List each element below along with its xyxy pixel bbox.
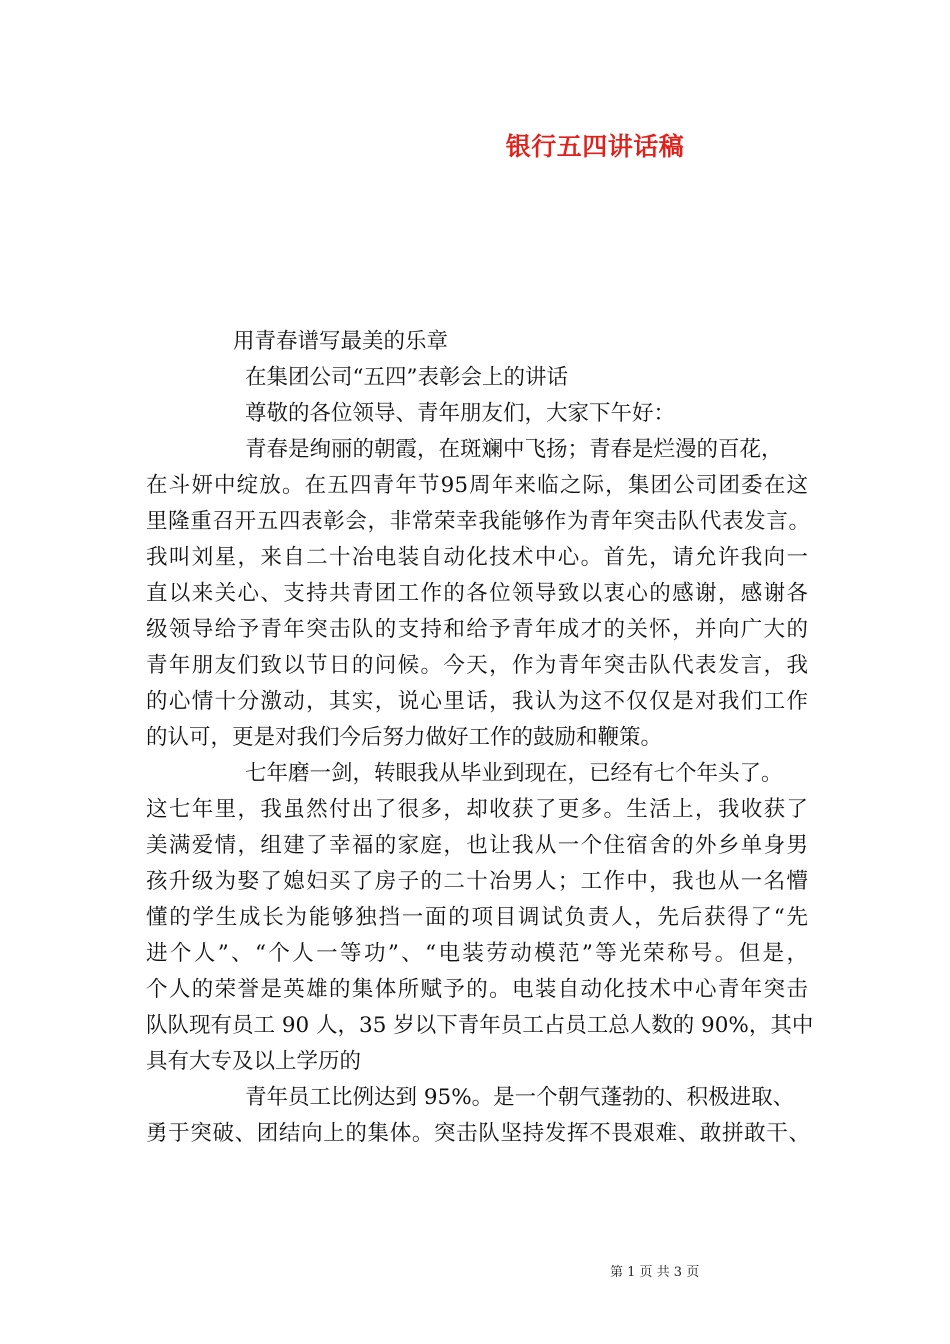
text-line: 直以来关心、支持共青团工作的各位领导致以衷心的感谢，感谢各 (146, 581, 808, 606)
text-line: 青年员工比例达到 95%。是一个朝气蓬勃的、积极进取、 (245, 1085, 795, 1110)
text-line: 青年朋友们致以节日的问候。今天，作为青年突击队代表发言，我 (146, 653, 808, 678)
text-line: 级领导给予青年突击队的支持和给予青年成才的关怀，并向广大的 (146, 617, 808, 642)
text-line: 七年磨一剑，转眼我从毕业到现在，已经有七个年头了。 (245, 761, 783, 786)
page-title: 银行五四讲话稿 (505, 132, 685, 161)
text-line: 队队现有员工 90 人，35 岁以下青年员工占员工总人数的 90%，其中 (146, 1013, 814, 1038)
text-line: 的认可，更是对我们今后努力做好工作的鼓励和鞭策。 (146, 725, 663, 750)
text-line: 的心情十分激动，其实，说心里话，我认为这不仅仅是对我们工作 (146, 689, 808, 714)
page-footer: 第 1 页 共 3 页 (610, 1265, 700, 1280)
text-line: 进个人”、“个人一等功”、“电装劳动模范”等光荣称号。但是， (146, 941, 808, 966)
text-line: 用青春谱写最美的乐章 (233, 329, 449, 354)
text-line: 孩升级为娶了媳妇买了房子的二十冶男人；工作中，我也从一名懵 (146, 869, 808, 894)
text-line: 我叫刘星，来自二十冶电装自动化技术中心。首先，请允许我向一 (146, 545, 808, 570)
text-line: 懂的学生成长为能够独挡一面的项目调试负责人，先后获得了“先 (146, 905, 808, 930)
text-line: 这七年里，我虽然付出了很多，却收获了更多。生活上，我收获了 (146, 797, 808, 822)
text-line: 勇于突破、团结向上的集体。突击队坚持发挥不畏艰难、敢拼敢干、 (146, 1121, 810, 1146)
text-line: 里隆重召开五四表彰会，非常荣幸我能够作为青年突击队代表发言。 (146, 509, 810, 534)
text-line: 在斗妍中绽放。在五四青年节95周年来临之际，集团公司团委在这 (146, 473, 808, 498)
text-line: 青春是绚丽的朝霞，在斑斓中飞扬；青春是烂漫的百花， (245, 437, 783, 462)
text-line: 美满爱情，组建了幸福的家庭，也让我从一个住宿舍的外乡单身男 (146, 833, 808, 858)
text-line: 尊敬的各位领导、青年朋友们，大家下午好： (245, 401, 676, 426)
text-line: 在集团公司“五四”表彰会上的讲话 (245, 365, 568, 390)
text-line: 具有大专及以上学历的 (146, 1049, 362, 1074)
text-line: 个人的荣誉是英雄的集体所赋予的。电装自动化技术中心青年突击 (146, 977, 808, 1002)
